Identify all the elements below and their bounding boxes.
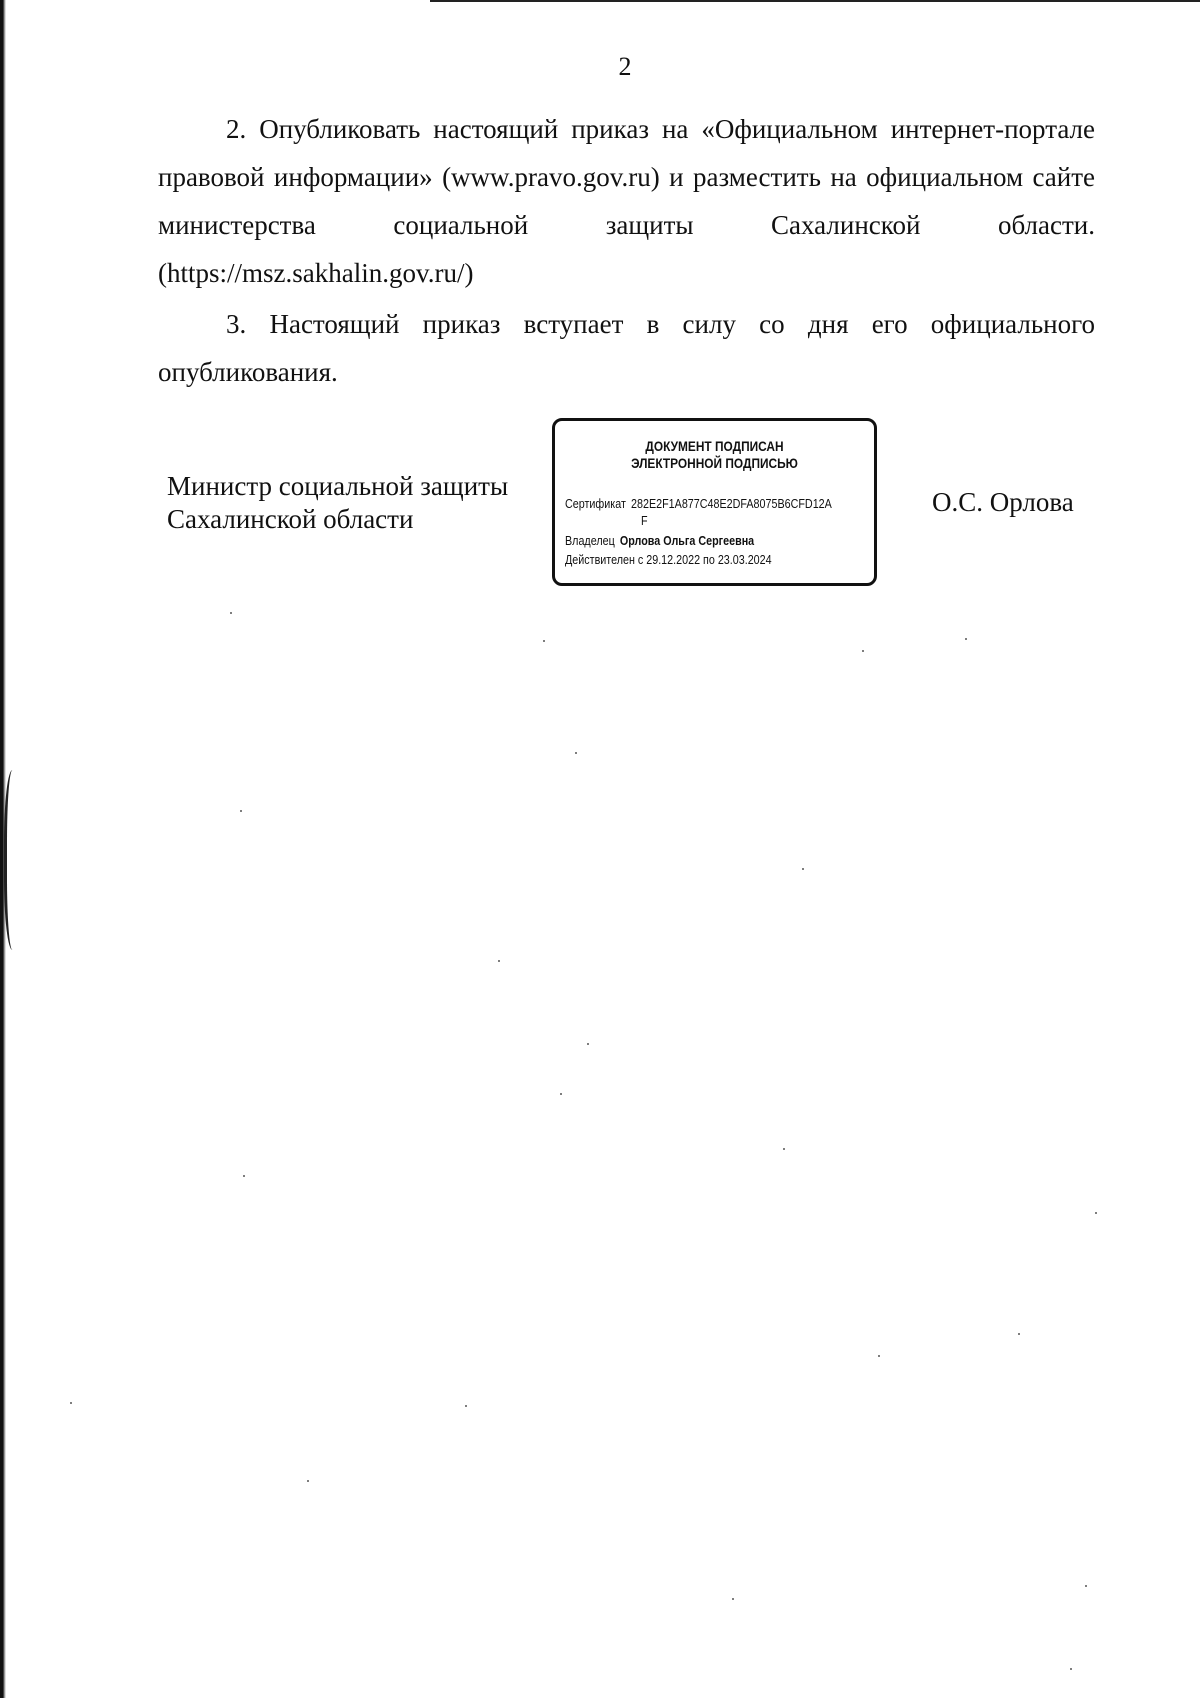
scan-speck	[862, 650, 864, 652]
signer-title-line-2: Сахалинской области	[167, 504, 414, 534]
scan-speck	[560, 1093, 562, 1095]
scan-speck	[465, 1405, 467, 1407]
signer-name: О.С. Орлова	[932, 487, 1074, 517]
scan-speck	[498, 960, 500, 962]
scan-speck	[732, 1598, 734, 1600]
scan-speck	[243, 1175, 245, 1177]
scan-speck	[1070, 1668, 1072, 1670]
scan-speck	[783, 1148, 785, 1150]
electronic-signature-stamp	[552, 418, 877, 586]
scan-speck	[878, 1355, 880, 1357]
paragraph-item-3	[158, 300, 1095, 396]
scan-speck	[307, 1480, 309, 1482]
esig-owner	[565, 534, 754, 548]
paragraph-item-3-text: 3. Настоящий приказ вступает в силу со дня его официального опубликования.	[158, 309, 1095, 387]
scan-speck	[230, 612, 232, 614]
esig-certificate	[565, 497, 832, 511]
esig-validity: Действителен с 29.12.2022 по 23.03.2024	[565, 553, 772, 567]
scan-edge-mark	[4, 770, 25, 950]
signer-title	[167, 470, 508, 536]
esig-header-line-2: ЭЛЕКТРОННОЙ ПОДПИСЬЮ	[631, 456, 798, 471]
scan-speck	[543, 640, 545, 642]
scan-edge-top	[430, 0, 1200, 2]
paragraph-item-2-text: 2. Опубликовать настоящий приказ на «Официальном интернет-портале правовой информации» (www.pravo.gov.ru) и разместить на официальном сайте министерства социальной защиты Сахалинской области. (https://msz.sakhalin.gov.ru/)	[158, 114, 1095, 288]
scan-speck	[575, 752, 577, 754]
esig-owner-value: Орлова Ольга Сергеевна	[619, 534, 755, 548]
esig-certificate-label: Сертификат	[565, 497, 626, 511]
esig-certificate-value: 282E2F1A877C48E2DFA8075B6CFD12A	[631, 497, 832, 511]
esig-header-line-1: ДОКУМЕНТ ПОДПИСАН	[645, 439, 784, 454]
scan-speck	[1085, 1585, 1087, 1587]
scan-speck	[965, 638, 967, 640]
scan-speck	[70, 1402, 72, 1404]
signer-title-line-1: Министр социальной защиты	[167, 471, 509, 501]
scan-speck	[802, 868, 804, 870]
scan-speck	[587, 1043, 589, 1045]
esig-owner-label: Владелец	[565, 534, 615, 548]
paragraph-item-2	[158, 105, 1095, 297]
scan-speck	[1095, 1212, 1097, 1214]
scan-speck	[240, 810, 242, 812]
scan-speck	[1018, 1333, 1020, 1335]
esig-stamp-header	[574, 438, 855, 472]
page-number: 2	[618, 52, 632, 81]
esig-certificate-tail: F	[641, 514, 648, 528]
